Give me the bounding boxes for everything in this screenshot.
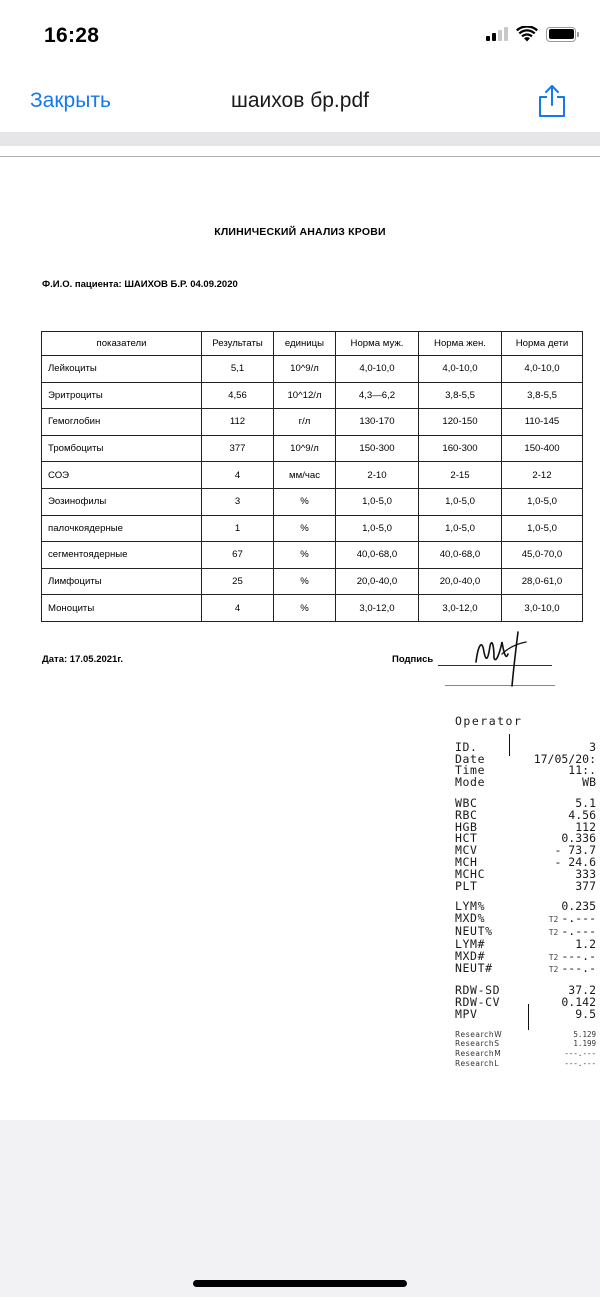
printout-value: 333 <box>575 866 596 881</box>
printout-value: 3 <box>589 739 596 754</box>
indicator-name: Эритроциты <box>42 382 202 409</box>
printout-label: HCT <box>455 831 478 846</box>
patient-info: Ф.И.О. пациента: ШАИХОВ Б.Р. 04.09.2020 <box>42 279 238 290</box>
printout-value: 0.142 <box>561 994 596 1009</box>
printout-flag: T2 <box>548 927 559 937</box>
table-cell: 150-400 <box>502 435 583 462</box>
printout-label: RBC <box>455 807 478 822</box>
column-header: показатели <box>42 332 202 356</box>
table-cell: 1,0-5,0 <box>419 488 502 515</box>
table-cell: 120-150 <box>419 409 502 436</box>
printout-label: ResearchM <box>455 1049 502 1059</box>
table-cell: 10^9/л <box>274 435 336 462</box>
printout-value: 5.1 <box>575 795 596 810</box>
printout-research <box>455 1030 600 1069</box>
printout-value-group <box>573 1030 600 1040</box>
printout-header <box>455 739 600 790</box>
printout-value: 37.2 <box>568 983 596 998</box>
printout-value: - 73.7 <box>554 843 596 858</box>
printout-value: 377 <box>575 878 596 893</box>
table-cell: 3,0-10,0 <box>502 595 583 622</box>
printout-value-group <box>575 1006 600 1021</box>
table-cell: 4,0-10,0 <box>419 356 502 383</box>
table-cell: 1,0-5,0 <box>336 515 419 542</box>
table-cell: 2-15 <box>419 462 502 489</box>
table-cell: 1,0-5,0 <box>336 488 419 515</box>
printout-label: MCV <box>455 843 478 858</box>
printout-value-group <box>564 1049 600 1059</box>
printout-value: 0.336 <box>561 831 596 846</box>
printout-operator: Operator <box>455 714 523 728</box>
printout-label: MPV <box>455 1006 478 1021</box>
printout-value: 5.129 <box>573 1029 596 1039</box>
table-cell: 20,0-40,0 <box>419 568 502 595</box>
column-header: единицы <box>274 332 336 356</box>
printout-row <box>455 963 600 976</box>
table-cell: 4,0-10,0 <box>336 356 419 383</box>
table-cell: мм/час <box>274 462 336 489</box>
page-edge-line <box>0 156 600 157</box>
table-cell: 112 <box>202 409 274 436</box>
column-header: Норма жен. <box>419 332 502 356</box>
printout-row <box>455 1059 600 1069</box>
indicator-name: Моноциты <box>42 595 202 622</box>
table-cell: 3,0-12,0 <box>336 595 419 622</box>
indicator-name: СОЭ <box>42 462 202 489</box>
table-cell: 4,56 <box>202 382 274 409</box>
printout-label: MXD# <box>455 948 486 963</box>
printout-value: 11:. <box>568 763 596 778</box>
printout-label: LYM% <box>455 899 486 914</box>
printout-label: NEUT% <box>455 923 493 938</box>
handwritten-signature <box>468 624 548 694</box>
table-row <box>42 488 583 515</box>
printout-label: LYM# <box>455 936 486 951</box>
table-cell: 3 <box>202 488 274 515</box>
table-cell: % <box>274 568 336 595</box>
printout-value: WB <box>582 775 596 790</box>
table-cell: 130-170 <box>336 409 419 436</box>
printout-label: MCHC <box>455 866 486 881</box>
printout-value: 9.5 <box>575 1006 596 1021</box>
printout-row <box>455 878 600 893</box>
share-icon[interactable] <box>537 84 567 118</box>
printout-label: MXD% <box>455 911 486 926</box>
pen-mark <box>509 734 510 756</box>
table-cell: 4 <box>202 462 274 489</box>
printout-label: Date <box>455 751 486 766</box>
table-cell: 1,0-5,0 <box>419 515 502 542</box>
printout-value: - 24.6 <box>554 854 596 869</box>
table-cell: 110-145 <box>502 409 583 436</box>
printout-value-group <box>549 963 600 976</box>
status-time: 16:28 <box>44 24 100 47</box>
printout-label: HGB <box>455 819 478 834</box>
indicator-name: Тромбоциты <box>42 435 202 462</box>
table-row <box>42 515 583 542</box>
table-row <box>42 435 583 462</box>
table-cell: % <box>274 515 336 542</box>
printout-flag: T2 <box>548 915 559 925</box>
indicator-name: Гемоглобин <box>42 409 202 436</box>
table-cell: 10^12/л <box>274 382 336 409</box>
table-row <box>42 542 583 569</box>
table-cell: 28,0-61,0 <box>502 568 583 595</box>
printout-differential <box>455 901 600 976</box>
printout-row <box>455 1049 600 1059</box>
table-cell: 10^9/л <box>274 356 336 383</box>
table-cell: 3,8-5,5 <box>502 382 583 409</box>
printout-main-values <box>455 795 600 893</box>
table-cell: % <box>274 595 336 622</box>
table-row <box>42 595 583 622</box>
table-cell: г/л <box>274 409 336 436</box>
printout-value: 112 <box>575 819 596 834</box>
table-cell: 377 <box>202 435 274 462</box>
indicator-name: Эозинофилы <box>42 488 202 515</box>
table-cell: 25 <box>202 568 274 595</box>
printout-label: ID. <box>455 739 478 754</box>
lab-results-table <box>41 331 583 622</box>
table-row <box>42 462 583 489</box>
printout-value: -.--- <box>561 923 596 938</box>
signature-label: Подпись <box>392 654 434 665</box>
pdf-page[interactable] <box>0 146 600 1120</box>
printout-row <box>455 777 600 789</box>
indicator-name: Лимфоциты <box>42 568 202 595</box>
printout-label: ResearchL <box>455 1058 499 1068</box>
pen-mark <box>528 1004 529 1030</box>
close-button[interactable]: Закрыть <box>30 89 111 112</box>
table-row <box>42 409 583 436</box>
bottom-area <box>0 1120 600 1297</box>
printout-value: 1.199 <box>573 1039 596 1049</box>
printout-row <box>455 1030 600 1040</box>
table-cell: 4 <box>202 595 274 622</box>
printout-label: Time <box>455 763 486 778</box>
printout-label: ResearchS <box>455 1039 500 1049</box>
printout-value: ---.- <box>561 961 596 976</box>
table-cell: 160-300 <box>419 435 502 462</box>
printout-value-group <box>575 878 600 893</box>
status-icons <box>486 26 576 42</box>
battery-icon <box>546 27 576 42</box>
indicator-name: палочкоядерные <box>42 515 202 542</box>
printout-value: ---.--- <box>564 1049 596 1059</box>
table-cell: 1,0-5,0 <box>502 515 583 542</box>
table-cell: 4,3—6,2 <box>336 382 419 409</box>
table-cell: 5,1 <box>202 356 274 383</box>
table-cell: 4,0-10,0 <box>502 356 583 383</box>
printout-label: Mode <box>455 775 486 790</box>
table-row <box>42 382 583 409</box>
printout-flag: T2 <box>548 952 559 962</box>
cellular-signal-icon <box>486 27 508 41</box>
indicator-name: сегментоядерные <box>42 542 202 569</box>
printout-flag: T2 <box>548 965 559 975</box>
table-header-row <box>42 332 583 356</box>
home-indicator[interactable] <box>193 1280 407 1287</box>
table-cell: 40,0-68,0 <box>336 542 419 569</box>
printout-value: 17/05/20: <box>533 751 596 766</box>
printout-value: ---.--- <box>564 1058 596 1068</box>
table-cell: 3,8-5,5 <box>419 382 502 409</box>
printout-value-group <box>573 1039 600 1049</box>
column-header: Норма дети <box>502 332 583 356</box>
printout-label: WBC <box>455 795 478 810</box>
column-header: Норма муж. <box>336 332 419 356</box>
table-row <box>42 568 583 595</box>
printout-value-group <box>582 777 600 789</box>
table-cell: 67 <box>202 542 274 569</box>
printout-value: 1.2 <box>575 936 596 951</box>
table-row <box>42 356 583 383</box>
table-cell: % <box>274 542 336 569</box>
table-cell: 2-12 <box>502 462 583 489</box>
analysis-date: Дата: 17.05.2021г. <box>42 654 123 665</box>
printout-value: 0.235 <box>561 899 596 914</box>
printout-label: NEUT# <box>455 961 493 976</box>
page-heading: КЛИНИЧЕСКИЙ АНАЛИЗ КРОВИ <box>214 226 386 238</box>
nav-bar <box>0 70 600 132</box>
printout-row <box>455 1039 600 1049</box>
printout-value-group <box>564 1059 600 1069</box>
table-cell: 1,0-5,0 <box>502 488 583 515</box>
status-bar <box>0 0 600 70</box>
table-cell: 40,0-68,0 <box>419 542 502 569</box>
table-cell: 45,0-70,0 <box>502 542 583 569</box>
table-cell: 3,0-12,0 <box>419 595 502 622</box>
document-title: шаихов бр.pdf <box>231 89 369 112</box>
nav-separator <box>0 132 600 146</box>
column-header: Результаты <box>202 332 274 356</box>
table-cell: 2-10 <box>336 462 419 489</box>
indicator-name: Лейкоциты <box>42 356 202 383</box>
printout-value: -.--- <box>561 911 596 926</box>
printout-label: MCH <box>455 854 478 869</box>
printout-value: 4.56 <box>568 807 596 822</box>
printout-value: ---.- <box>561 948 596 963</box>
wifi-icon <box>516 26 538 42</box>
printout-label: RDW-CV <box>455 994 501 1009</box>
printout-label: ResearchW <box>455 1029 503 1039</box>
printout-label: PLT <box>455 878 478 893</box>
printout-label: RDW-SD <box>455 983 501 998</box>
table-cell: 20,0-40,0 <box>336 568 419 595</box>
table-cell: % <box>274 488 336 515</box>
table-cell: 1 <box>202 515 274 542</box>
table-cell: 150-300 <box>336 435 419 462</box>
